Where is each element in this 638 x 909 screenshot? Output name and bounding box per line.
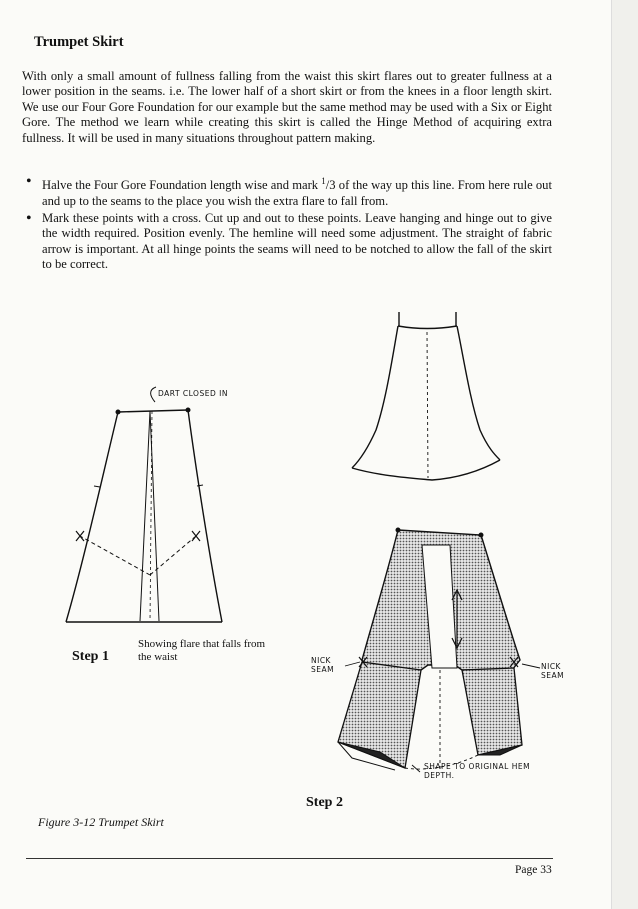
- page-number: Page 33: [515, 864, 552, 876]
- hem-depth-note: SHAPE TO ORIGINAL HEM DEPTH.: [424, 762, 531, 780]
- fraction-denominator: /3: [325, 178, 336, 193]
- bullet-text-1-post: of the way up this line. From here rule out and up to the seams to the place you wish the extra flare to fall from.: [42, 178, 552, 208]
- bullet-dot-icon: •: [26, 173, 32, 190]
- finished-skirt-drawing: [352, 312, 500, 480]
- bullet-dot-icon: •: [26, 210, 32, 227]
- step1-drawing: [66, 387, 222, 622]
- page-title: Trumpet Skirt: [34, 34, 124, 50]
- footer-rule: [26, 858, 553, 859]
- step1-label: Step 1: [72, 649, 109, 664]
- step2-drawing: [338, 528, 540, 772]
- nick-seam-left-note: NICK SEAM: [311, 656, 335, 674]
- fraction-numerator: 1: [321, 176, 326, 186]
- step1-caption: Showing flare that falls from the waist: [138, 638, 266, 663]
- figure-caption: Figure 3-12 Trumpet Skirt: [38, 815, 164, 829]
- nick-seam-right-note: NICK SEAM: [541, 662, 565, 680]
- dart-closed-note: DART CLOSED IN: [158, 389, 228, 398]
- bullet-text-2: Mark these points with a cross. Cut up and out to these points. Leave hanging and hinge out to give the width required. Position evenly. The hemline will need some adjustment. The straight of fabric arrow is important. At all hinge points the seams will need to be notched to allow the fall of the skirt to be correct.: [42, 211, 552, 272]
- step2-label: Step 2: [306, 795, 343, 810]
- intro-paragraph: With only a small amount of fullness falling from the waist this skirt flares out to greater fullness at a lower position in the seams. i.e. The lower half of a short skirt or from the knees in a floor length skirt. We use our Four Gore Foundation for our example but the same method may be used with a Six or Eight Gore. The method we learn while creating this skirt is called the Hinge Method of acquiring extra fullness. It will be used in many situations throughout pattern making.: [22, 69, 552, 145]
- bullet-text-1-pre: Halve the Four Gore Foundation length wise and mark: [42, 178, 322, 193]
